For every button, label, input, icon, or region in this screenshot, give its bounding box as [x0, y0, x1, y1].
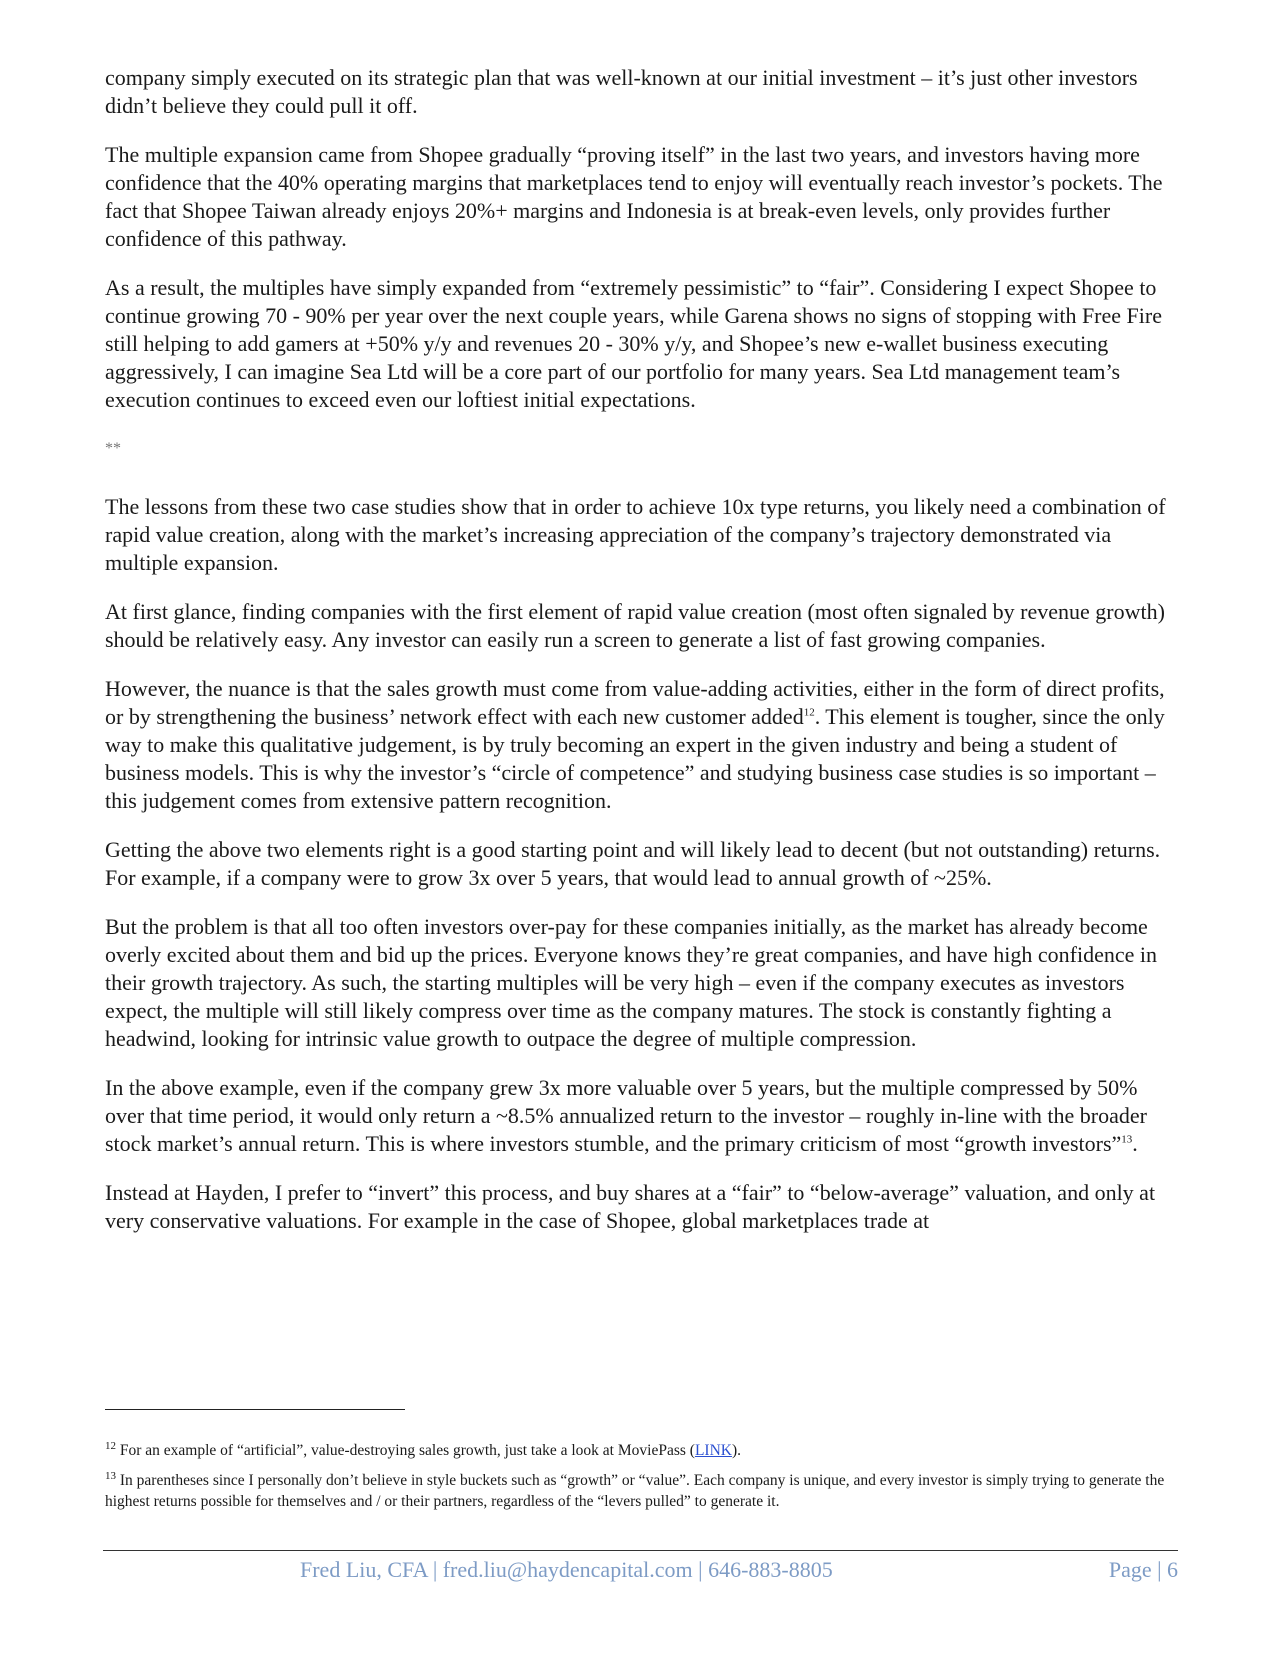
footnote-12-number: 12	[105, 1439, 116, 1452]
paragraph-3: As a result, the multiples have simply expanded from “extremely pessimistic” to “fair”. Considering I expect Shopee to continue growing 70 - 90% per year over the next couple years, while Garena shows no signs of stopping with Free Fire still helping to add gamers at +50% y/y and revenues 20 - 30% y/y, and Shopee’s new e-wallet business executing aggressively, I can imagine Sea Ltd will be a core part of our portfolio for many years. Sea Ltd management team’s execution continues to exceed even our loftiest initial expectations.	[105, 275, 1162, 412]
body-text	[105, 64, 1178, 1256]
footnote-12	[105, 1440, 1178, 1461]
paragraph-8: But the problem is that all too often investors over-pay for these companies initially, as the market has already become overly excited about them and bid up the prices. Everyone knows they’re great companies, and have high confidence in their growth trajectory. As such, the starting multiples will be very high – even if the company executes as investors expect, the multiple will still likely compress over time as the company matures. The stock is constantly fighting a headwind, looking for intrinsic value growth to outpace the degree of multiple compression.	[105, 914, 1157, 1051]
paragraph-4: The lessons from these two case studies show that in order to achieve 10x type returns, you likely need a combination of rapid value creation, along with the market’s increasing appreciation of the company’s trajectory demonstrated via multiple expansion.	[105, 494, 1166, 575]
footnote-13-number: 13	[105, 1469, 116, 1482]
paragraph-6	[105, 675, 1178, 815]
page-number: Page | 6	[1108, 1557, 1178, 1582]
paragraph-6-text-b: . This element is tougher, since the only way to make this qualitative judgement, is by truly becoming an expert in the given industry and being a student of business models. This is why the investor’s “circle of competence” and studying business case studies is so important – this judgement comes from extensive pattern recognition.	[105, 704, 1165, 813]
paragraph-9-text-b: .	[1132, 1131, 1138, 1156]
paragraph-1: company simply executed on its strategic plan that was well-known at our initial investment – it’s just other investors didn’t believe they could pull it off.	[105, 65, 1138, 118]
footer-contact: Fred Liu, CFA | fred.liu@haydencapital.com | 646-883-8805	[300, 1557, 833, 1582]
footer-divider	[103, 1550, 1178, 1551]
paragraph-2: The multiple expansion came from Shopee gradually “proving itself” in the last two years, and investors having more confidence that the 40% operating margins that marketplaces tend to enjoy will eventually reach investor’s pockets. The fact that Shopee Taiwan already enjoys 20%+ margins and Indonesia is at break-even levels, only provides further confidence of this pathway.	[105, 142, 1163, 251]
footnote-divider	[105, 1409, 405, 1410]
footnote-ref-12[interactable]: 12	[803, 706, 815, 719]
moviepass-link[interactable]: LINK	[694, 1442, 732, 1459]
paragraph-10: Instead at Hayden, I prefer to “invert” this process, and buy shares at a “fair” to “below-average” valuation, and only at very conservative valuations. For example in the case of Shopee, global marketplaces trade at	[105, 1180, 1156, 1233]
footnote-12-text-b: ).	[731, 1442, 742, 1459]
footnote-12-text-a: For an example of “artificial”, value-destroying sales growth, just take a look at MoviePass (	[119, 1442, 695, 1459]
paragraph-5: At first glance, finding companies with the first element of rapid value creation (most often signaled by revenue growth) should be relatively easy. Any investor can easily run a screen to generate a list of fast growing companies.	[105, 599, 1165, 652]
paragraph-6-text-a: However, the nuance is that the sales growth must come from value-adding activities, either in the form of direct profits, or by strengthening the business’ network effect with each new customer added	[105, 676, 1165, 729]
paragraph-9	[105, 1074, 1178, 1158]
paragraph-7: Getting the above two elements right is a good starting point and will likely lead to decent (but not outstanding) returns. For example, if a company were to grow 3x over 5 years, that would lead to annual growth of ~25%.	[105, 837, 1161, 890]
footnotes	[105, 1440, 1178, 1521]
footnote-13-text: In parentheses since I personally don’t believe in style buckets such as “growth” or “value”. Each company is unique, and every investor is simply trying to generate the highest returns possible for themselves and / or their partners, regardless of the “levers pulled” to generate it.	[105, 1472, 1165, 1510]
page-footer	[103, 1557, 1178, 1587]
paragraph-9-text-a: In the above example, even if the company grew 3x more valuable over 5 years, but the multiple compressed by 50% over that time period, it would only return a ~8.5% annualized return to the investor – roughly in-line with the broader stock market’s annual return. This is where investors stumble, and the primary criticism of most “growth investors”	[105, 1075, 1147, 1156]
footnote-13	[105, 1470, 1178, 1512]
footnote-ref-13[interactable]: 13	[1121, 1133, 1133, 1146]
section-separator: **	[105, 440, 121, 457]
